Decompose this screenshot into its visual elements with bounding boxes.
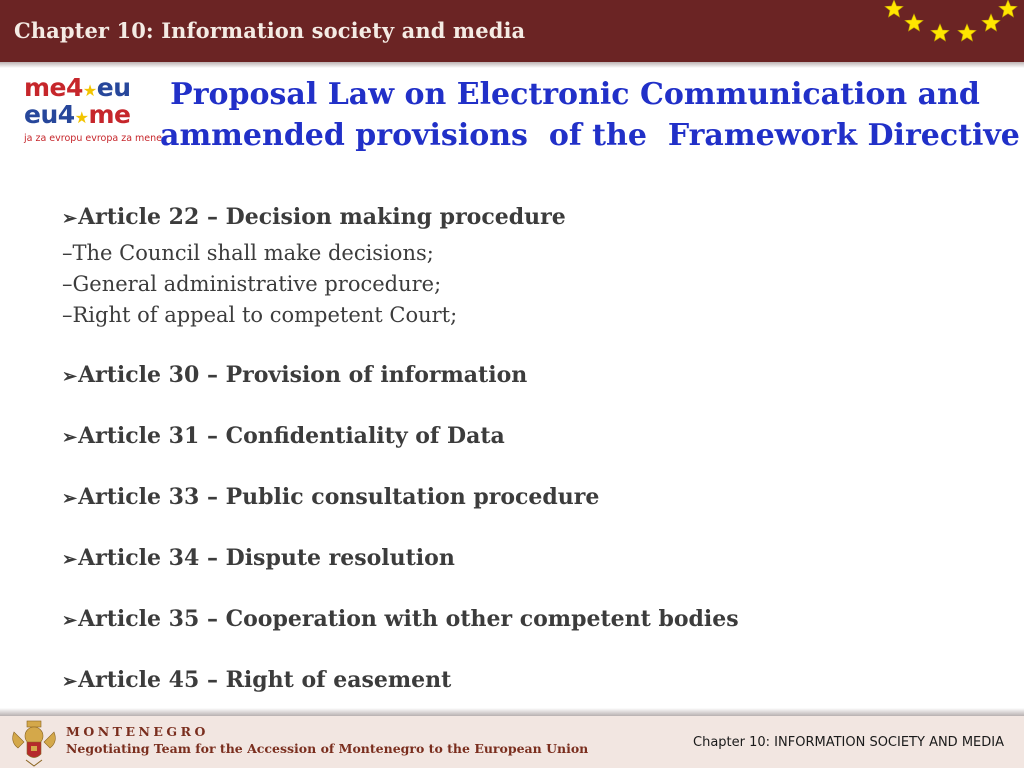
arrow-bullet-icon: ➢	[62, 366, 78, 387]
header-shadow	[0, 62, 1024, 68]
article-label: Article 45 – Right of easement	[78, 667, 452, 693]
article-item	[62, 480, 982, 541]
arrow-bullet-icon: ➢	[62, 488, 78, 509]
article-label: Article 33 – Public consultation procedure	[78, 484, 600, 510]
star-icon	[982, 14, 1000, 31]
arrow-bullet-icon: ➢	[62, 610, 78, 631]
footer-team: Negotiating Team for the Accession of Montenegro to the European Union	[66, 741, 589, 756]
article-item	[62, 200, 982, 236]
logo-tagline: ja za evropu evropa za mene	[24, 133, 162, 144]
star-icon	[999, 0, 1017, 17]
article-label: Article 34 – Dispute resolution	[78, 545, 455, 571]
subitem: –The Council shall make decisions;	[62, 241, 434, 265]
logo-star-icon: ★	[82, 81, 97, 100]
article-item	[62, 358, 982, 419]
article-subitems	[62, 238, 982, 331]
star-icon	[905, 14, 923, 31]
slide-title	[160, 74, 1020, 156]
slide-title-line-1: Proposal Law on Electronic Communication and	[170, 77, 980, 112]
slide-title-line-2: ammended provisions of the Framework Directive	[160, 118, 1020, 153]
logo-line-1: me4★eu	[24, 73, 131, 102]
header-bar	[0, 0, 1024, 62]
footer-shadow	[0, 708, 1024, 716]
footer-country: MONTENEGRO	[66, 724, 209, 739]
subitem: –Right of appeal to competent Court;	[62, 303, 458, 327]
coat-of-arms-icon	[8, 718, 60, 768]
star-icon	[958, 24, 976, 41]
chapter-title: Chapter 10: Information society and media	[14, 18, 526, 43]
article-item	[62, 602, 982, 663]
eu-stars-icon	[874, 0, 1024, 50]
footer-chapter: Chapter 10: INFORMATION SOCIETY AND MEDIA	[693, 735, 1004, 750]
article-list	[62, 200, 982, 724]
arrow-bullet-icon: ➢	[62, 549, 78, 570]
article-label: Article 30 – Provision of information	[78, 362, 528, 388]
arrow-bullet-icon: ➢	[62, 427, 78, 448]
subitem: –General administrative procedure;	[62, 272, 442, 296]
arrow-bullet-icon: ➢	[62, 671, 78, 692]
article-label: Article 22 – Decision making procedure	[78, 204, 566, 230]
article-label: Article 31 – Confidentiality of Data	[78, 423, 505, 449]
arrow-bullet-icon: ➢	[62, 208, 78, 229]
article-label: Article 35 – Cooperation with other competent bodies	[78, 606, 739, 632]
article-item	[62, 419, 982, 480]
logo-star-icon: ★	[74, 108, 89, 127]
article-item	[62, 541, 982, 602]
me4eu-logo	[24, 73, 162, 144]
star-icon	[885, 0, 903, 17]
logo-line-2: eu4★me	[24, 100, 131, 129]
star-icon	[931, 24, 949, 41]
